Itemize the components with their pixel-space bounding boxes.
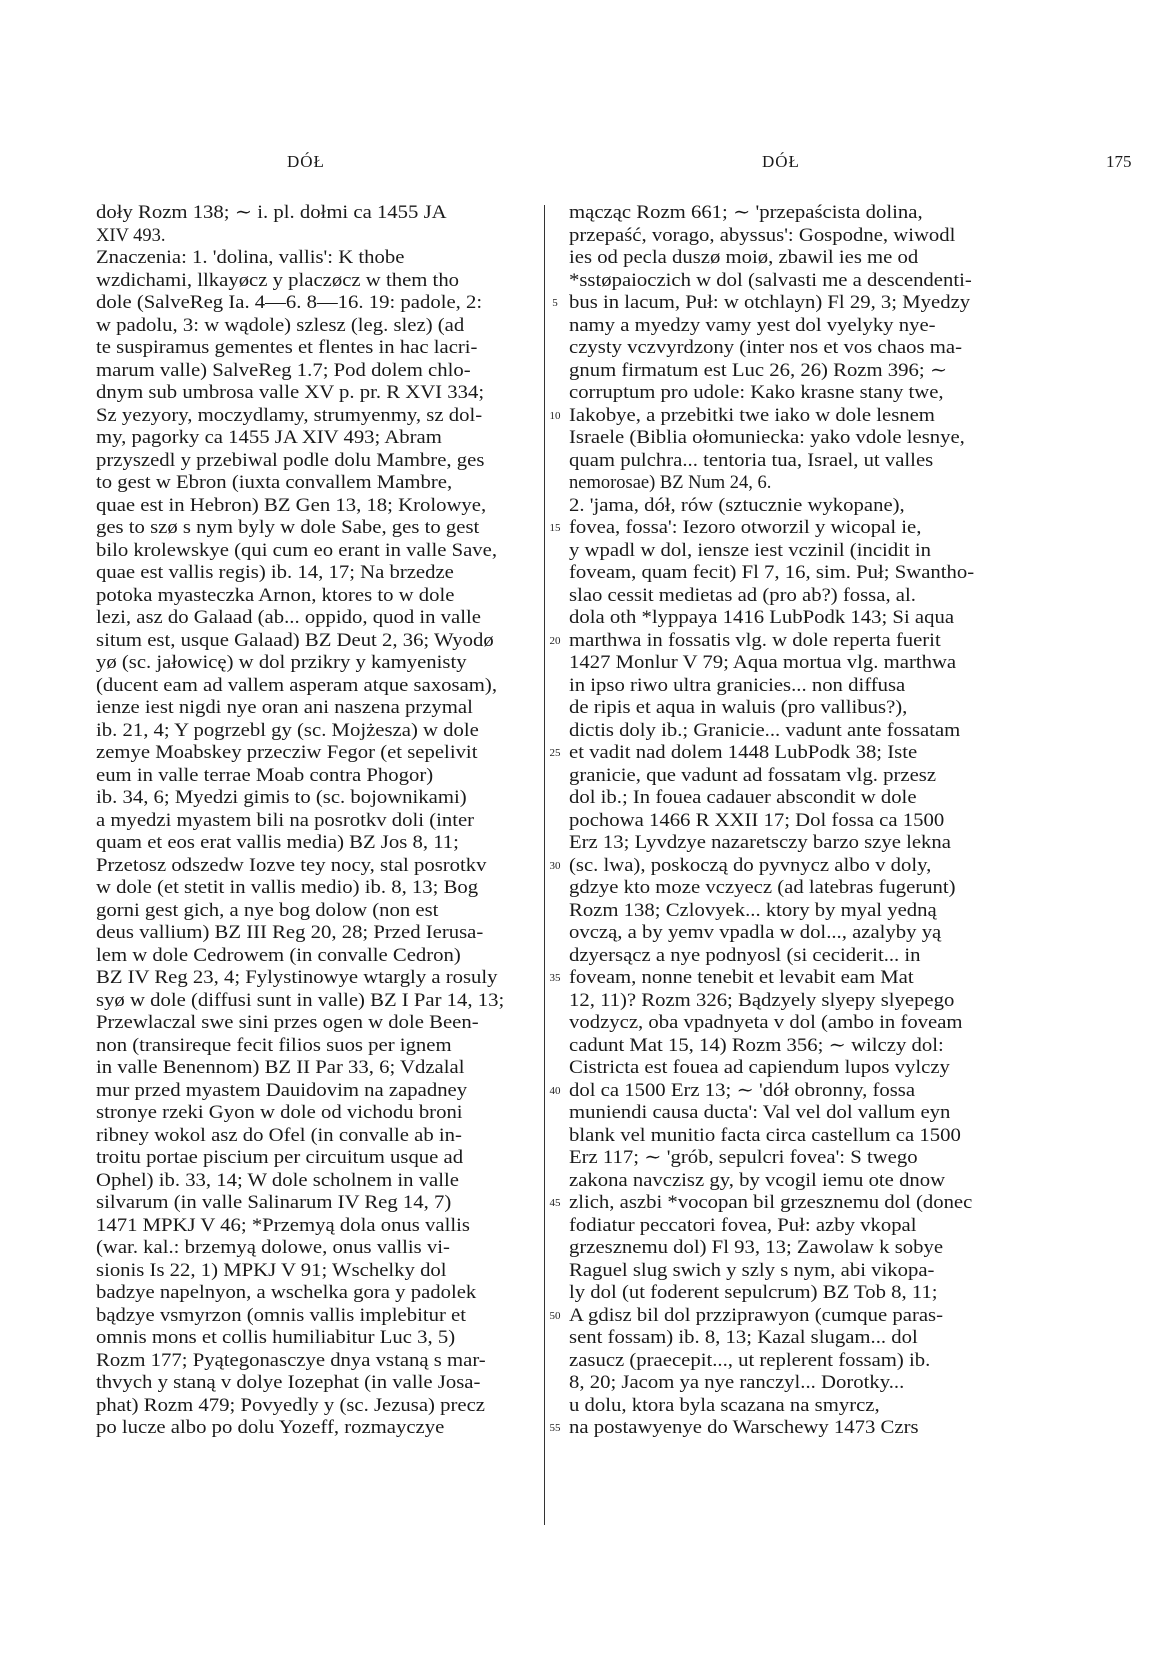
line-number: 10 xyxy=(549,409,561,422)
text-line: syø w dole (diffusi sunt in valle) BZ I Par 14, 13; xyxy=(96,990,505,1011)
text-line: przepaść, vorago, abyssus': Gospodne, wiwodl xyxy=(569,225,956,246)
text-line: 2. 'jama, dół, rów (sztucznie wykopane), xyxy=(569,495,905,516)
text-line: vodzycz, oba vpadnyeta v dol (ambo in foveam xyxy=(569,1013,963,1033)
text-line: Sz yezyory, moczydlamy, strumyenmy, sz dol- xyxy=(96,405,483,426)
text-line: zasucz (praecepit..., ut replerent fossam) ib. xyxy=(569,1350,931,1371)
text-line: Israele (Biblia ołomuniecka: yako vdole lesnye, xyxy=(569,428,965,448)
text-line: A gdisz bil dol przziprawyon (cumque paras- xyxy=(569,1305,944,1326)
line-number: 20 xyxy=(549,634,561,647)
text-line: fovea, fossa': Iezoro otworzil y wicopal ie, xyxy=(569,518,922,538)
text-line: granicie, que vadunt ad fossatam vlg. przesz xyxy=(569,765,937,786)
text-line: zemye Moabskey przecziw Fegor (et sepelivit xyxy=(96,743,478,763)
line-number: 30 xyxy=(549,859,561,872)
text-line: corruptum pro udole: Kako krasne stany twe, xyxy=(569,383,944,403)
text-line: troitu portae piscium per circuitum usque ad xyxy=(96,1148,464,1168)
text-line: eum in valle terrae Moab contra Phogor) xyxy=(96,765,434,786)
text-line: lem w dole Cedrowem (in convalle Cedron) xyxy=(96,945,461,966)
running-head-right: DÓŁ xyxy=(762,152,800,171)
text-line: y wpadl w dol, iensze iest vczinil (incidit in xyxy=(569,540,931,561)
text-line: te suspiramus gementes et flentes in hac lacri- xyxy=(96,338,478,358)
text-line: thvych y staną v dolye Iozephat (in valle Josa- xyxy=(96,1373,481,1393)
text-line: in ipso riwo ultra granicies... non diffusa xyxy=(569,675,906,696)
line-number: 45 xyxy=(549,1197,561,1209)
text-line: (war. kal.: brzemyą dolowe, onus vallis vi- xyxy=(96,1238,450,1258)
text-line: gorni gest gich, a nye bog dolow (non est xyxy=(96,900,439,921)
text-line: doły Rozm 138; ∼ i. pl. dołmi ca 1455 JA xyxy=(96,203,447,223)
text-line: dola oth *lyppaya 1416 LubPodk 143; Si aqua xyxy=(569,608,955,628)
text-line: a myedzi myastem bili na posrotkv doli (inter xyxy=(96,810,475,831)
text-line: Iakobye, a przebitki twe iako w dole lesnem xyxy=(569,405,935,426)
text-line: Cistricta est fouea ad capiendum lupos vylczy xyxy=(569,1058,950,1078)
text-line: dnym sub umbrosa valle XV p. pr. R XVI 334; xyxy=(96,383,485,403)
text-line: ges to szø s nym byly w dole Sabe, ges to gest xyxy=(96,518,480,538)
text-line: potoka myasteczka Arnon, ktores to w dole xyxy=(96,585,455,606)
text-line: Erz 13; Lyvdzye nazaretsczy barzo szye lekna xyxy=(569,833,951,853)
text-line: 1427 Monlur V 79; Aqua mortua vlg. marthwa xyxy=(569,653,957,673)
text-line: Przetosz odszedw Iozve tey nocy, stal posrotkv xyxy=(96,855,487,876)
text-line: Rozm 177; Pyątegonasczye dnya vstaną s mar- xyxy=(96,1350,486,1371)
text-line: ib. 34, 6; Myedzi gimis to (sc. bojownikami) xyxy=(96,788,467,808)
text-line: ib. 21, 4; Y pogrzebl gy (sc. Mojżesza) w dole xyxy=(96,720,479,741)
text-line: in valle Benennom) BZ II Par 33, 6; Vdzalal xyxy=(96,1058,465,1078)
text-line: situm est, usque Galaad) BZ Deut 2, 36; Wyodø xyxy=(96,630,494,651)
text-line: przyszedl y przebiwal podle dolu Mambre, ges xyxy=(96,450,485,471)
text-line: zlich, aszbi *vocopan bil grzesznemu dol (donec xyxy=(569,1193,973,1213)
text-line: dictis doly ib.; Granicie... vadunt ante fossatam xyxy=(569,720,961,741)
text-line: dol ib.; In fouea cadauer abscondit w dole xyxy=(569,788,917,808)
text-line: quae est vallis regis) ib. 14, 17; Na brzedze xyxy=(96,563,454,583)
text-line: mącząc Rozm 661; ∼ 'przepaścista dolina, xyxy=(569,203,923,223)
text-line: to gest w Ebron (iuxta convallem Mambre, xyxy=(96,473,453,493)
text-line: et vadit nad dolem 1448 LubPodk 38; Iste xyxy=(569,743,918,763)
text-line: XIV 493. xyxy=(96,225,166,246)
text-line: non (transireque fecit filios suos per ignem xyxy=(96,1035,452,1056)
text-line: de ripis et aqua in waluis (pro vallibus?), xyxy=(569,698,908,718)
text-line: Raguel slug swich y szly s nym, abi vikopa- xyxy=(569,1260,935,1281)
text-line: ovczą, a by yemv vpadla w dol..., azalyby yą xyxy=(569,923,942,943)
left-column xyxy=(96,202,518,1440)
text-line: Erz 117; ∼ 'grób, sepulcri fovea': S twego xyxy=(569,1148,918,1168)
text-line: yø (sc. jałowicę) w dol przikry y kamyenisty xyxy=(96,653,467,673)
text-line: foveam, nonne tenebit et levabit eam Mat xyxy=(569,968,914,988)
text-line: gnum firmatum est Luc 26, 26) Rozm 396; ∼ xyxy=(569,360,948,381)
text-line: blank vel munitio facta circa castellum ca 1500 xyxy=(569,1125,961,1146)
text-line: 12, 11)? Rozm 326; Bądzyely slyepy slyepego xyxy=(569,990,955,1011)
text-line: foveam, quam fecit) Fl 7, 16, sim. Puł; Swantho- xyxy=(569,563,975,583)
text-line: stronye rzeki Gyon w dole od vichodu broni xyxy=(96,1103,463,1123)
line-number: 5 xyxy=(552,297,558,309)
text-line: grzesznemu dol) Fl 93, 13; Zawolaw k sobye xyxy=(569,1238,944,1258)
text-line: my, pagorky ca 1455 JA XIV 493; Abram xyxy=(96,428,442,448)
text-line: slao cessit medietas ad (pro ab?) fossa, al. xyxy=(569,585,916,606)
line-number: 55 xyxy=(549,1422,561,1434)
text-line: dzyersącz a nye podnyosl (si ceciderit... in xyxy=(569,945,921,966)
text-line: badzye napelnyon, a wschelka gora y padolek xyxy=(96,1283,477,1303)
text-line: quae est in Hebron) BZ Gen 13, 18; Krolowye, xyxy=(96,495,487,516)
text-line: czysty vczvyrdzony (inter nos et vos chaos ma- xyxy=(569,338,962,358)
text-line: quam pulchra... tentoria tua, Israel, ut valles xyxy=(569,450,934,471)
text-line: phat) Rozm 479; Povyedly y (sc. Jezusa) precz xyxy=(96,1395,485,1416)
text-line: Znaczenia: 1. 'dolina, vallis': K thobe xyxy=(96,248,405,268)
text-line: Przewlaczal swe sini przes ogen w dole Been- xyxy=(96,1013,479,1033)
text-line: (sc. lwa), poskoczą do pyvnycz albo v doly, xyxy=(569,855,932,876)
line-number: 40 xyxy=(549,1084,561,1097)
text-line: namy a myedzy vamy yest dol vyelyky nye- xyxy=(569,315,936,336)
text-line: cadunt Mat 15, 14) Rozm 356; ∼ wilczy dol: xyxy=(569,1035,944,1056)
text-line: *sstøpaioczich w dol (salvasti me a descendenti- xyxy=(569,270,972,291)
text-line: nemorosae) BZ Num 24, 6. xyxy=(569,473,772,493)
text-line: 1471 MPKJ V 46; *Przemyą dola onus vallis xyxy=(96,1215,470,1236)
text-line: Rozm 138; Czlovyek... ktory by myal yedną xyxy=(569,900,937,921)
text-line: mur przed myastem Dauidovim na zapadney xyxy=(96,1080,468,1101)
text-line: bądzye vsmyrzon (omnis vallis implebitur et xyxy=(96,1305,467,1326)
text-line: BZ IV Reg 23, 4; Fylystinowye wtargly a rosuly xyxy=(96,968,498,988)
line-number: 15 xyxy=(549,522,561,534)
text-line: silvarum (in valle Salinarum IV Reg 14, 7) xyxy=(96,1193,452,1213)
text-line: 8, 20; Jacom ya nye ranczyl... Dorotky... xyxy=(569,1373,905,1393)
text-line: po lucze albo po dolu Yozeff, rozmayczye xyxy=(96,1418,445,1438)
text-line: lezi, asz do Galaad (ab... oppido, quod in valle xyxy=(96,608,481,628)
text-line: zakona navczisz gy, by vcogil iemu ote dnow xyxy=(569,1170,946,1191)
line-number: 35 xyxy=(549,972,561,984)
text-line: bilo krolewskye (qui cum eo erant in valle Save, xyxy=(96,540,498,561)
text-line: w padolu, 3: w wądole) szlesz (leg. slez) (ad xyxy=(96,315,465,336)
text-line: gdzye kto moze vczyecz (ad latebras fugerunt) xyxy=(569,878,956,898)
text-line: na postawyenye do Warschewy 1473 Czrs xyxy=(569,1418,919,1438)
text-line: omnis mons et collis humiliabitur Luc 3, 5) xyxy=(96,1328,456,1348)
page-number: 175 xyxy=(1106,152,1132,171)
text-line: marthwa in fossatis vlg. w dole reperta fuerit xyxy=(569,630,941,651)
text-line: marum valle) SalveReg 1.7; Pod dolem chlo- xyxy=(96,360,471,381)
text-line: ly dol (ut foderent sepulcrum) BZ Tob 8, 11; xyxy=(569,1283,938,1303)
text-line: w dole (et stetit in vallis medio) ib. 8, 13; Bog xyxy=(96,878,479,898)
text-line: quam et eos erat vallis media) BZ Jos 8, 11; xyxy=(96,833,459,853)
text-line: (ducent eam ad vallem asperam atque saxosam), xyxy=(96,675,497,696)
text-line: ienze iest nigdi nye oran ani naszena przymal xyxy=(96,698,473,718)
line-number: 25 xyxy=(549,747,561,759)
text-line: u dolu, ktora byla scazana na smyrcz, xyxy=(569,1395,880,1416)
text-line: sionis Is 22, 1) MPKJ V 91; Wschelky dol xyxy=(96,1260,447,1281)
text-line: wzdichami, llkayøcz y placzøcz w them tho xyxy=(96,270,460,291)
text-line: ribney wokol asz do Ofel (in convalle ab in- xyxy=(96,1125,462,1146)
right-column xyxy=(569,202,1002,1440)
text-line: deus vallium) BZ III Reg 20, 28; Przed Ierusa- xyxy=(96,923,484,943)
text-line: sent fossam) ib. 8, 13; Kazal slugam... dol xyxy=(569,1328,918,1348)
text-line: Ophel) ib. 33, 14; W dole scholnem in valle xyxy=(96,1170,459,1191)
text-line: muniendi causa ducta': Val vel dol vallum eyn xyxy=(569,1103,951,1123)
text-line: dole (SalveReg Ia. 4—6. 8—16. 19: padole, 2: xyxy=(96,293,483,313)
text-line: dol ca 1500 Erz 13; ∼ 'dół obronny, fossa xyxy=(569,1080,916,1101)
text-line: fodiatur peccatori fovea, Puł: azby vkopal xyxy=(569,1215,917,1236)
text-line: bus in lacum, Puł: w otchlayn) Fl 29, 3; Myedzy xyxy=(569,293,971,313)
text-line: ies od pecla duszø moiø, zbawil ies me od xyxy=(569,248,919,268)
line-number: 50 xyxy=(549,1309,561,1322)
text-line: pochowa 1466 R XXII 17; Dol fossa ca 1500 xyxy=(569,810,945,831)
running-head-left: DÓŁ xyxy=(287,152,325,171)
